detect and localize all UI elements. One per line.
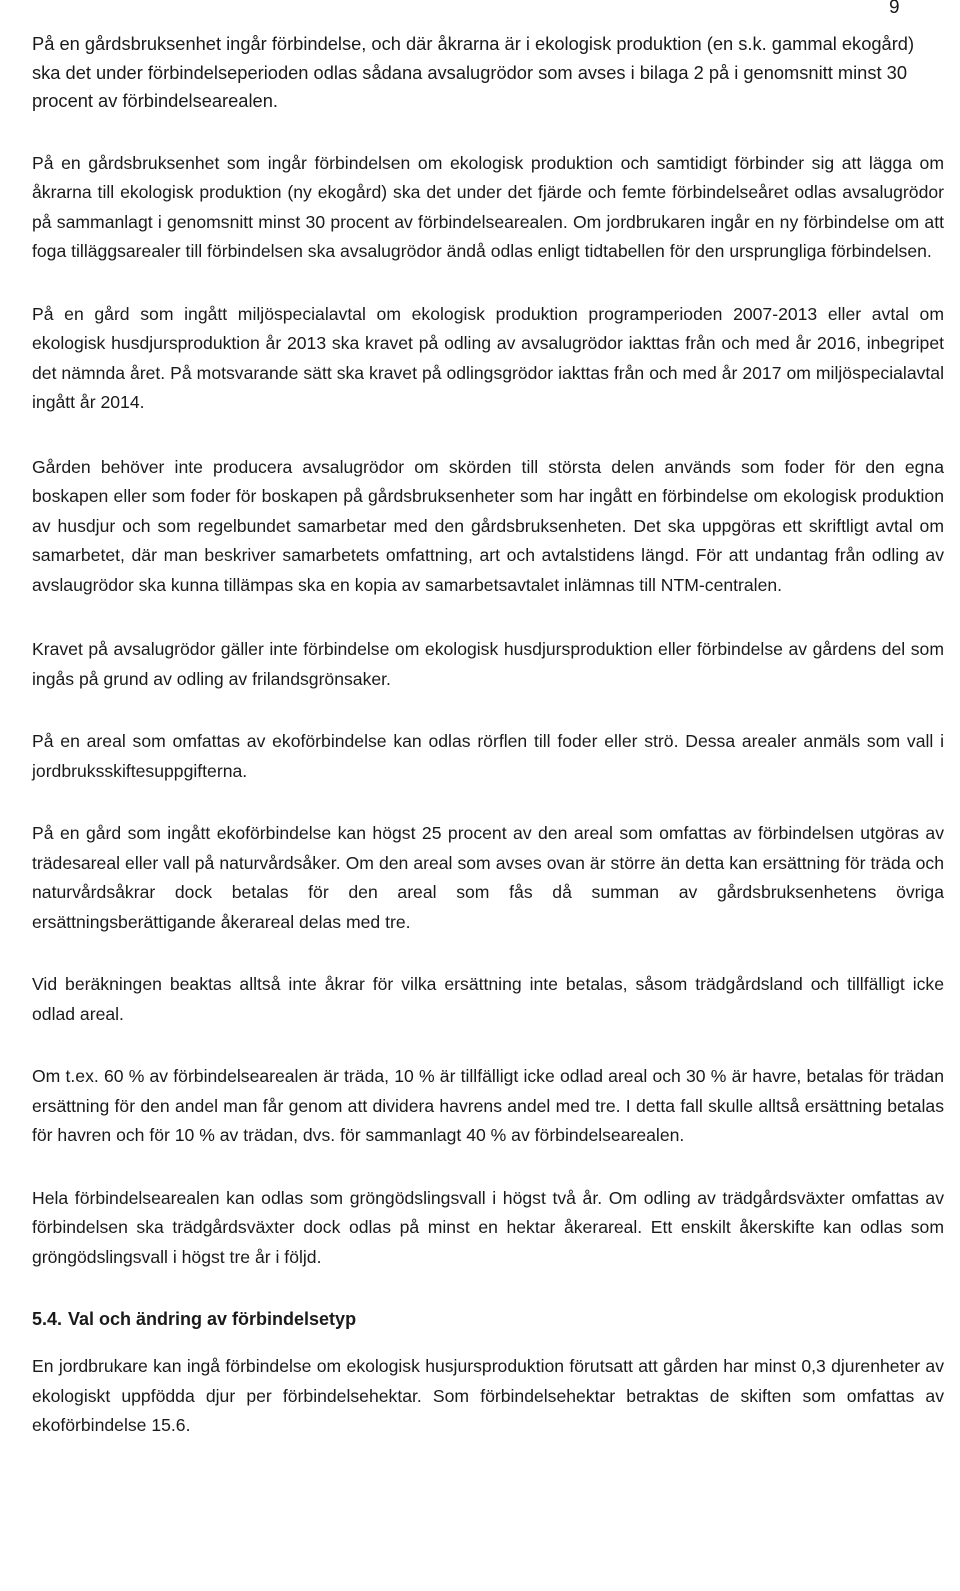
paragraph: På en gård som ingått ekoförbindelse kan högst 25 procent av den areal som omfattas av förbindelsen utgöras av trädesareal eller vall på naturvårdsåker. Om den areal som avses ovan är större än detta kan ersättning för träda och naturvårdsåkrar dock betalas för den areal som fås då summan av gårdsbruksenhetens övriga ersättningsberättigande åkerareal delas med tre. <box>32 823 944 932</box>
paragraph: Gården behöver inte producera avsalugrödor om skörden till största delen används som foder för den egna boskapen eller som foder för boskapen på gårdsbruksenheter som har ingått en förbindelse om ekologisk produktion av husdjur och som regelbundet samarbetar med den gårdsbruksenheten. Det ska uppgöras ett skriftligt avtal om samarbetet, där man beskriver samarbetets omfattning, art och avtalstidens längd. För att undantag från odling av avslaugrödor ska kunna tillämpas ska en kopia av samarbetsavtalet inlämnas till NTM-centralen. <box>32 456 944 595</box>
paragraph: På en areal som omfattas av ekoförbindelse kan odlas rörflen till foder eller strö. Dessa arealer anmäls som vall i jordbruksskiftesuppgifterna. <box>32 731 944 781</box>
paragraph: På en gårdsbruksenhet ingår förbindelse, och där åkrarna är i ekologisk produktion (en s.k. gammal ekogård) ska det under förbindelseperioden odlas sådana avsalugrödor som avses i bilaga 2 på i genomsnitt minst 30 procent av förbindelsearealen. <box>32 33 915 112</box>
paragraph: Om t.ex. 60 % av förbindelsearealen är träda, 10 % är tillfälligt icke odlad areal och 30 % är havre, betalas för trädan ersättning för den andel man får genom att dividera havrens andel med tre. I detta fall skulle alltså ersättning betalas för havren och för 10 % av trädan, dvs. för sammanlagt 40 % av förbindelsearealen. <box>32 1066 944 1146</box>
paragraph: Hela förbindelsearealen kan odlas som gröngödslingsvall i högst två år. Om odling av trädgårdsväxter omfattas av förbindelsen ska trädgårdsväxter dock odlas på minst en hektar åkerareal. Ett enskilt åkerskifte kan odlas som gröngödslingsvall i högst tre år i följd. <box>32 1187 944 1267</box>
document-body <box>32 30 944 1441</box>
paragraph: En jordbrukare kan ingå förbindelse om ekologisk husjursproduktion förutsatt att gården har minst 0,3 djurenheter av ekologiskt uppfödda djur per förbindelsehektar. Som förbindelsehektar betraktas de skiften som omfattas av ekoförbindelse 15.6. <box>32 1356 944 1436</box>
section-number: 5.4. <box>32 1309 63 1330</box>
section-title: Val och ändring av förbindelsetyp <box>68 1309 357 1330</box>
paragraph: Kravet på avsalugrödor gäller inte förbindelse om ekologisk husdjursproduktion eller förbindelse av gårdens del som ingås på grund av odling av frilandsgrönsaker. <box>32 639 944 689</box>
section-heading <box>32 1305 944 1334</box>
page-number: 9 <box>889 0 900 18</box>
paragraph: På en gård som ingått miljöspecialavtal om ekologisk produktion programperioden 2007-2013 eller avtal om ekologisk husdjursproduktion år 2013 ska kravet på odling av avsalugrödor iakttas från och med år 2016, inbegripet det nämnda året. På motsvarande sätt ska kravet på odlingsgrödor iakttas från och med år 2017 om miljöspecialavtal ingått år 2014. <box>32 303 944 413</box>
paragraph: På en gårdsbruksenhet som ingår förbindelsen om ekologisk produktion och samtidigt förbinder sig att lägga om åkrarna till ekologisk produktion (ny ekogård) ska det under det fjärde och femte förbindelseåret odlas avsalugrödor på sammanlagt i genomsnitt minst 30 procent av förbindelsearealen. Om jordbrukaren ingår en ny förbindelse om att foga tilläggsarealer till förbindelsen ska avsalugrödor ändå odlas enligt tidtabellen för den ursprungliga förbindelsen. <box>32 152 944 262</box>
paragraph: Vid beräkningen beaktas alltså inte åkrar för vilka ersättning inte betalas, såsom trädgårdsland och tillfälligt icke odlad areal. <box>32 974 944 1024</box>
